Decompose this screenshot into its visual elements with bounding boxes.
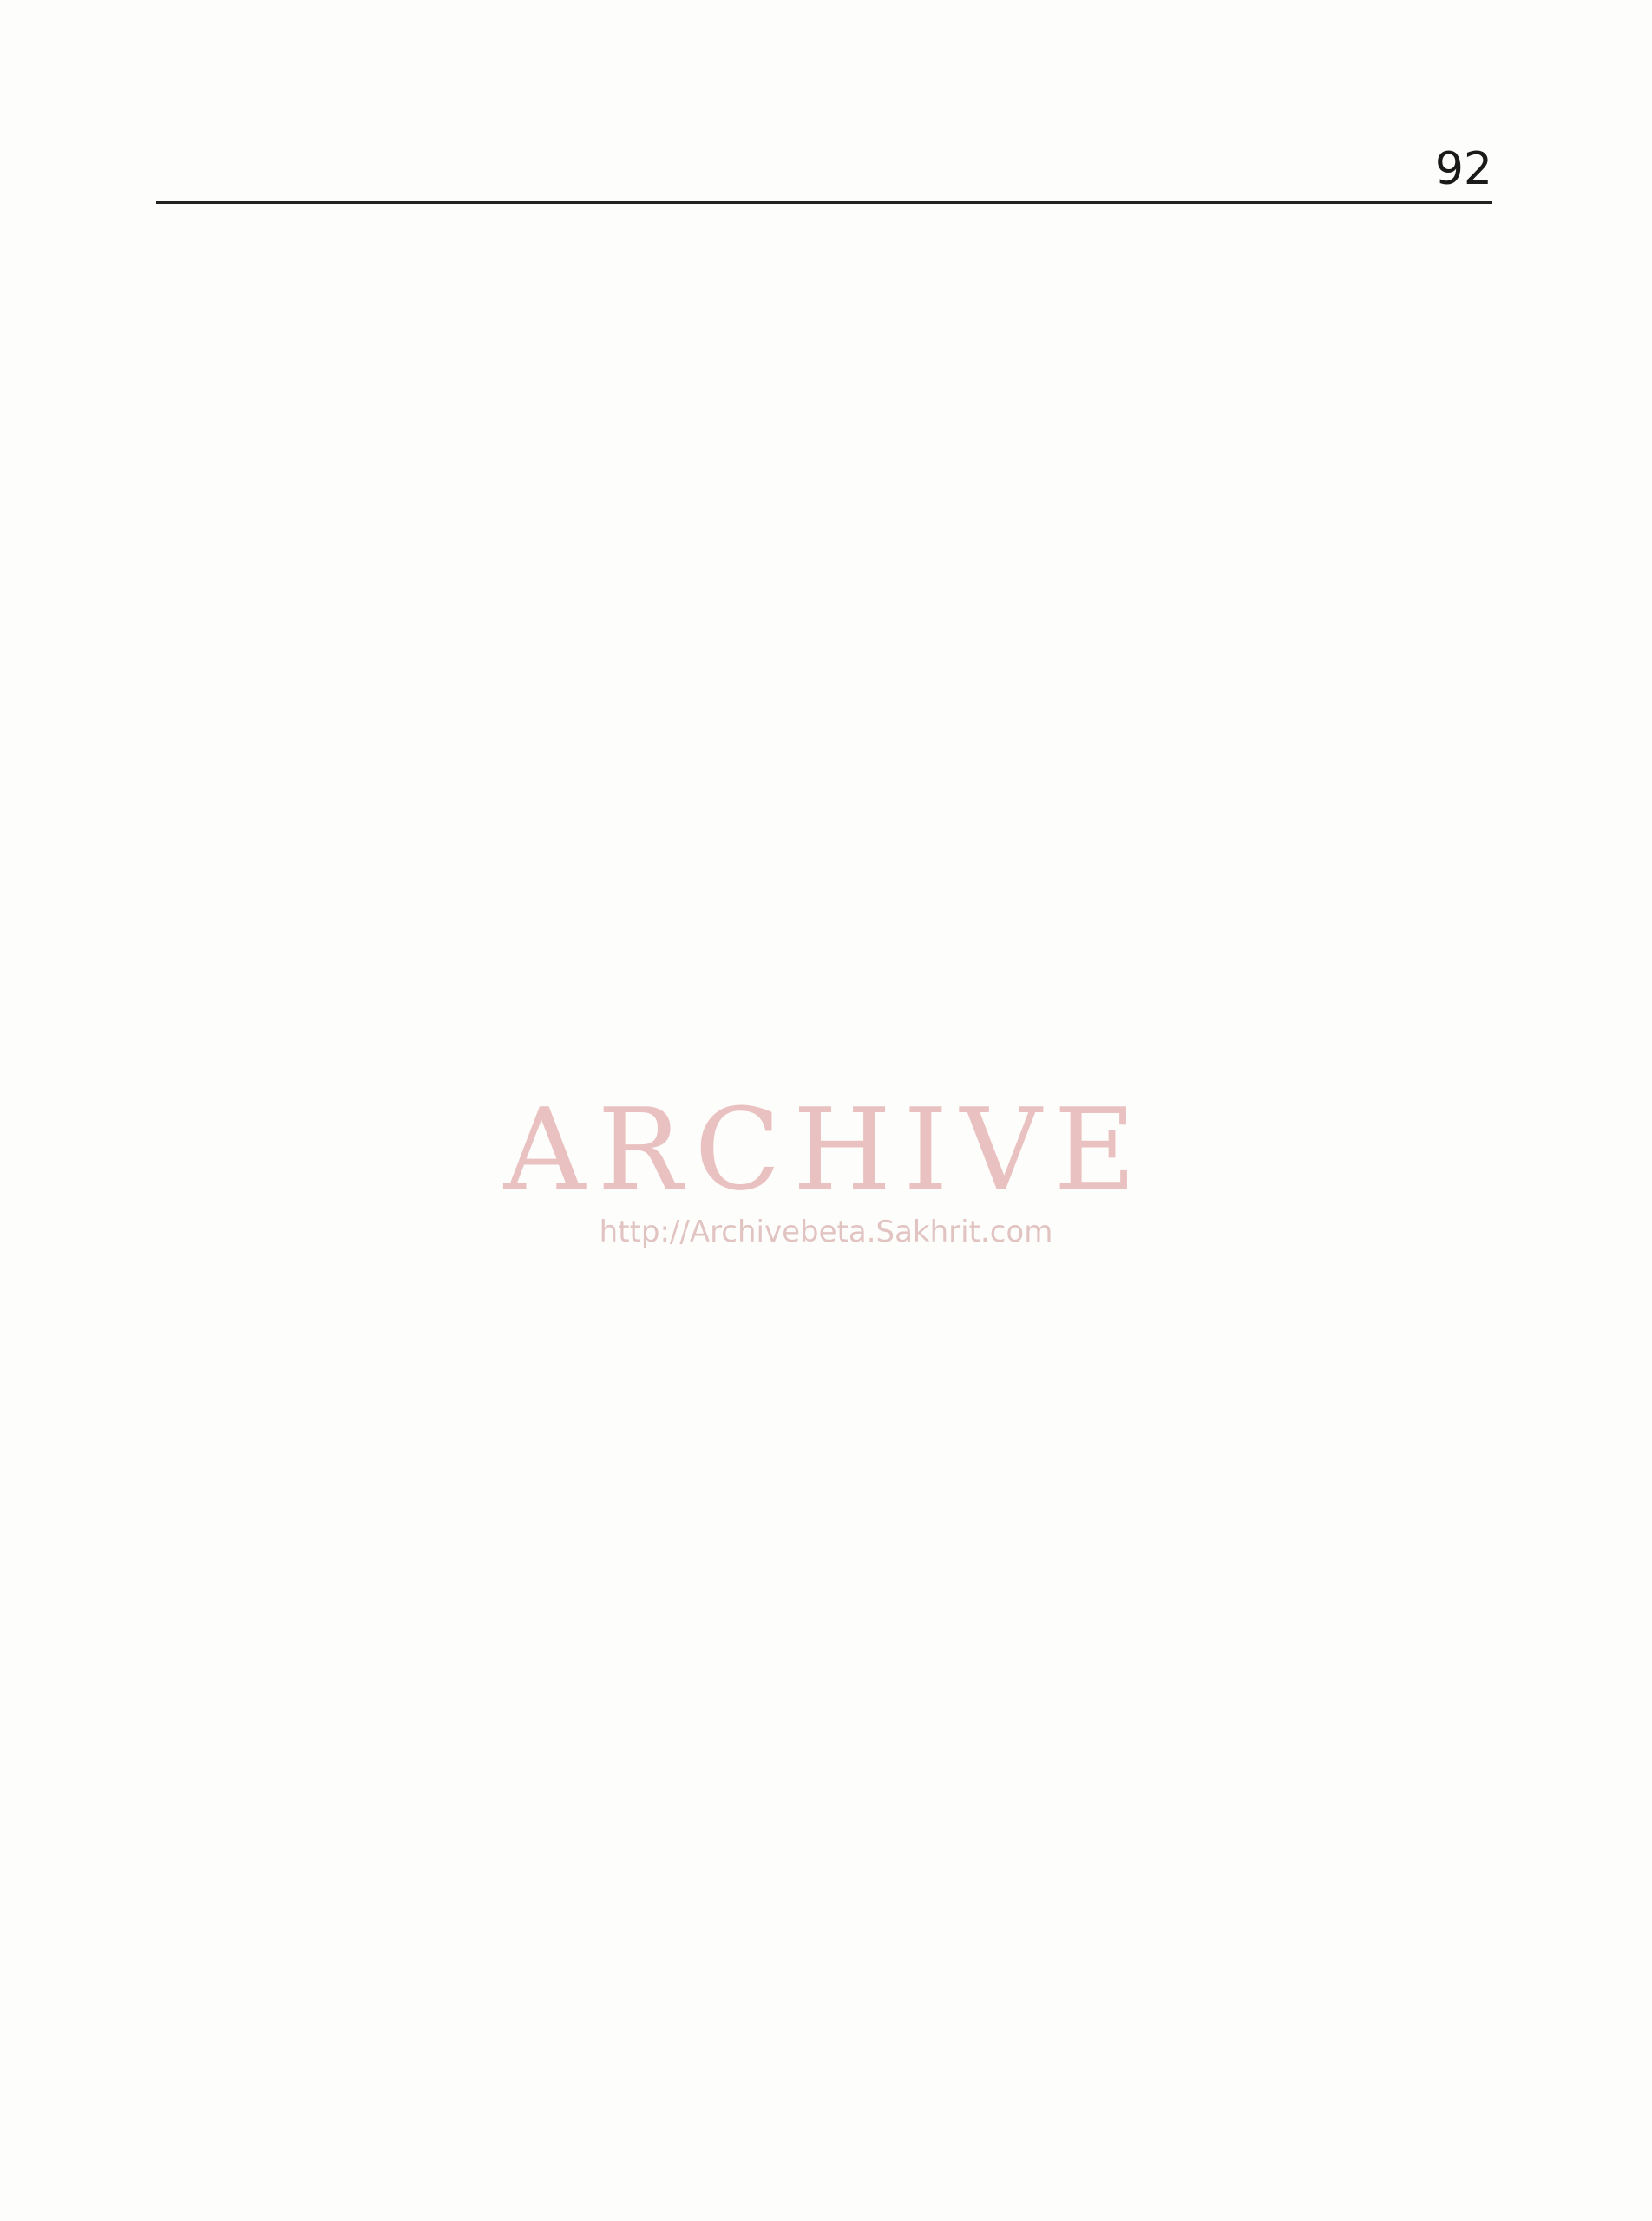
- watermark-url: http://Archivebeta.Sakhrit.com: [599, 1215, 1053, 1249]
- body-text: [156, 234, 1492, 2143]
- page-number: 92: [1434, 143, 1492, 195]
- watermark-logo: ARCHIVE: [503, 1084, 1149, 1215]
- header-rule: [156, 201, 1492, 204]
- page-header: [156, 143, 1492, 195]
